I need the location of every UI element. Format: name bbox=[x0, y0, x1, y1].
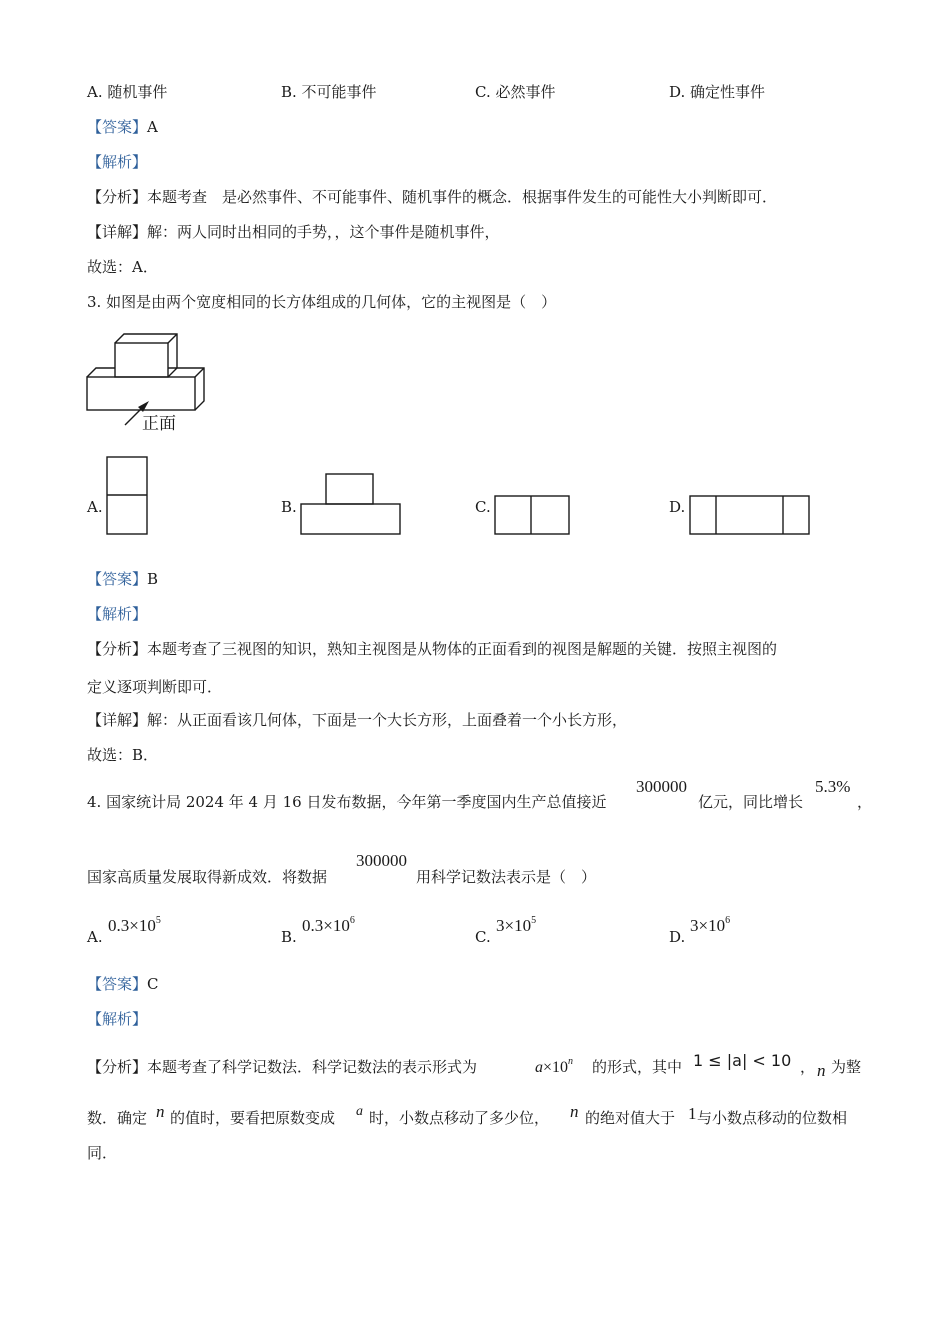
q3-analysis-tag: 【解析】 bbox=[87, 605, 148, 623]
fenxi-tag: 【分析】 bbox=[87, 1058, 148, 1076]
q3-stem: 3. 如图是由两个宽度相同的长方体组成的几何体，它的主视图是（ ） bbox=[87, 293, 557, 311]
q4-fenxi-2d: 的绝对值大于 bbox=[585, 1109, 676, 1127]
q3-option-c-label: C. bbox=[475, 498, 491, 516]
q3-option-a-label: A. bbox=[87, 498, 103, 516]
q3-fenxi-line-1 bbox=[87, 639, 777, 659]
q4-option-b-value: $0.3\times 10^6$ bbox=[302, 915, 355, 935]
q4-percent: 5.3% bbox=[815, 777, 851, 796]
q4-stem-1b: 亿元，同比增长 bbox=[698, 793, 804, 811]
q2-analysis-tag: 【解析】 bbox=[87, 153, 148, 171]
q4-fenxi-2b: 的值时，要看把原数变成 bbox=[170, 1109, 336, 1127]
q3-option-a-figure bbox=[106, 456, 148, 536]
q2-fenxi-line bbox=[87, 187, 777, 207]
q4-sci-form: $a\times 10^n$ bbox=[535, 1056, 574, 1076]
q4-number-300000-b: 300000 bbox=[356, 851, 407, 870]
q4-stem-1c: ， bbox=[857, 793, 873, 811]
q3-fenxi-line-2: 定义逐项判断即可． bbox=[87, 678, 223, 696]
q4-fenxi-2a: 数．确定 bbox=[87, 1109, 148, 1127]
q4-option-d-value: $3\times 10^6$ bbox=[690, 915, 731, 935]
answer-tag: 【答案】 bbox=[87, 118, 148, 136]
q2-option-c: C. 必然事件 bbox=[475, 83, 556, 101]
q4-fenxi-2e: 与小数点移动的位数相 bbox=[697, 1109, 848, 1127]
q4-fenxi-1c: ， bbox=[800, 1058, 816, 1076]
q4-one: 1 bbox=[688, 1104, 697, 1123]
q4-fenxi-1d: 为整 bbox=[831, 1058, 862, 1076]
q4-stem-2a: 国家高质量发展取得新成效．将数据 bbox=[87, 868, 328, 886]
q3-answer: B bbox=[147, 570, 159, 588]
q3-choose: 故选：B． bbox=[87, 746, 159, 764]
detail-tag: 【详解】 bbox=[87, 711, 148, 729]
q2-answer: A bbox=[147, 118, 158, 136]
q4-var-n-2: n bbox=[156, 1102, 165, 1121]
q2-option-b: B. 不可能事件 bbox=[281, 83, 377, 101]
q4-option-b-label: B. bbox=[281, 928, 297, 946]
q3-detail: 解：从正面看该几何体，下面是一个大长方形，上面叠着一个小长方形， bbox=[147, 711, 628, 729]
q3-figure-label: 正面 bbox=[142, 414, 176, 434]
q3-option-b-figure bbox=[300, 473, 402, 536]
q4-fenxi-2c: 时，小数点移动了多少位， bbox=[369, 1109, 550, 1127]
q4-stem-2b: 用科学记数法表示是（ ） bbox=[416, 868, 597, 886]
answer-tag: 【答案】 bbox=[87, 570, 148, 588]
fenxi-tag: 【分析】 bbox=[87, 640, 148, 658]
q4-option-a-value: $0.3\times 10^5$ bbox=[108, 915, 161, 935]
q2-detail: 解：两人同时出相同的手势，，这个事件是随机事件， bbox=[147, 223, 500, 241]
q4-number-300000: 300000 bbox=[636, 777, 687, 796]
q2-detail-line bbox=[87, 222, 500, 242]
q4-fenxi-3: 同． bbox=[87, 1144, 118, 1162]
q2-option-d: D. 确定性事件 bbox=[669, 83, 766, 101]
q3-fenxi-1: 本题考查了三视图的知识，熟知主视图是从物体的正面看到的视图是解题的关键．按照主视图的 bbox=[147, 640, 778, 658]
q4-inequality: 1 ≤ |a| < 10 bbox=[693, 1051, 792, 1070]
q4-option-d-label: D. bbox=[669, 928, 686, 946]
q2-option-a: A. 随机事件 bbox=[87, 83, 168, 101]
q4-answer-line bbox=[87, 974, 159, 994]
q4-analysis-tag: 【解析】 bbox=[87, 1010, 148, 1028]
q2-answer-line bbox=[87, 117, 158, 137]
q4-stem-1a: 4. 国家统计局 2024 年 4 月 16 日发布数据，今年第一季度国内生产总值接近 bbox=[87, 793, 607, 811]
q4-var-a: a bbox=[356, 1104, 363, 1119]
q4-option-c-value: $3\times 10^5$ bbox=[496, 915, 537, 935]
q2-fenxi: 本题考查 是必然事件、不可能事件、随机事件的概念．根据事件发生的可能性大小判断即可． bbox=[147, 188, 778, 206]
q2-choose: 故选：A． bbox=[87, 258, 158, 276]
q3-detail-line bbox=[87, 710, 627, 730]
fenxi-tag: 【分析】 bbox=[87, 188, 148, 206]
q3-answer-line bbox=[87, 569, 158, 589]
q3-option-d-figure bbox=[689, 495, 811, 536]
q4-answer: C bbox=[147, 975, 159, 993]
q4-var-n: n bbox=[817, 1061, 826, 1080]
q4-var-n-3: n bbox=[570, 1102, 579, 1121]
q3-option-b-label: B. bbox=[281, 498, 297, 516]
q4-option-c-label: C. bbox=[475, 928, 491, 946]
q4-fenxi-line-1: 【分析】本题考查了科学记数法．科学记数法的表示形式为 bbox=[87, 1058, 478, 1076]
q3-option-c-figure bbox=[494, 495, 571, 536]
answer-tag: 【答案】 bbox=[87, 975, 148, 993]
detail-tag: 【详解】 bbox=[87, 223, 148, 241]
q4-option-a-label: A. bbox=[87, 928, 103, 946]
q3-option-d-label: D. bbox=[669, 498, 686, 516]
q4-fenxi-1b: 的形式，其中 bbox=[592, 1058, 683, 1076]
